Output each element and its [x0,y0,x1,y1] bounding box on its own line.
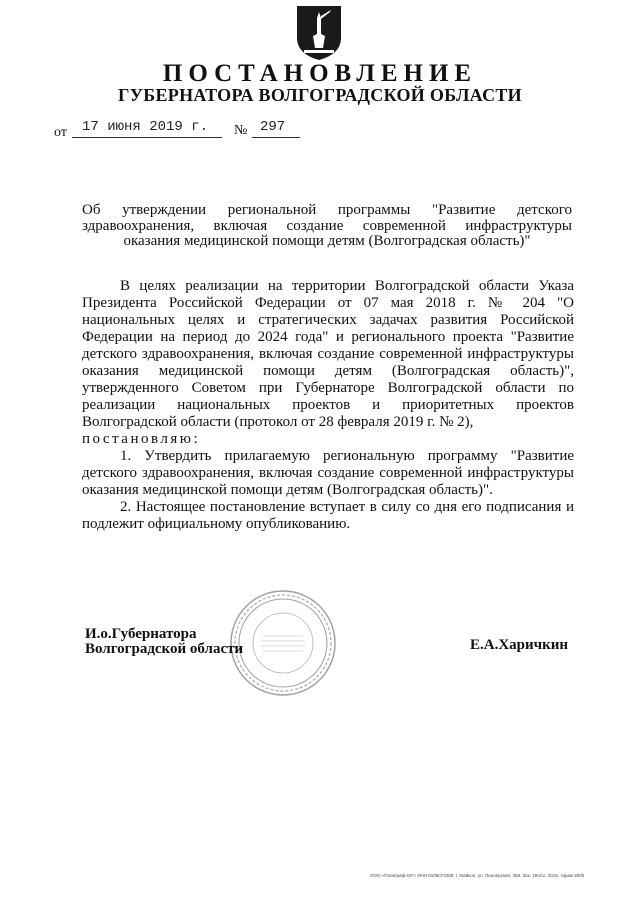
document-title: ПОСТАНОВЛЕНИЕ [162,60,478,87]
official-seal-icon [228,588,338,698]
document-subject [82,203,572,250]
preamble-paragraph: В целях реализации на территории Волгоградской области Указа Президента Российской Федерации от 07 мая 2018 г. № 204 "О национальных целях и стратегических задачах развития Российской Федерации на период до 2024 года" и регионального проекта "Развитие детского здравоохранения, включая создание современной инфраструктуры оказания медицинской помощи детям (Волгоградская область)", утвержденного Советом при Губернаторе Волгоградской области по реализации национальных проектов и приоритетных проектов Волгоградской области (протокол от 28 февраля 2019 г. № 2), [82,278,574,430]
item-1-paragraph: 1. Утвердить прилагаемую региональную программу "Развитие детского здравоохранения, включая создание современной инфраструктуры оказания медицинской помощи детям (Волгоградская область)". [82,448,574,498]
document-subtitle: ГУБЕРНАТОРА ВОЛГОГРАДСКОЙ ОБЛАСТИ [118,85,522,105]
number-prefix: № [234,123,248,138]
document-body [82,278,574,533]
decree-word: постановляю: [82,431,201,447]
document-date: 17 июня 2019 г. [82,119,209,135]
item-2-paragraph: 2. Настоящее постановление вступает в силу со дня его подписания и подлежит официальному опубликованию. [82,499,574,532]
signatory-position-line-1: И.о.Губернатора [85,626,197,642]
number-underline [252,137,300,138]
signatory-name: Е.А.Харичкин [470,637,569,653]
subject-line-2: оказания медицинской помощи детям (Волгоградская область)" [123,233,531,249]
signatory-position-line-2: Волгоградской области [85,641,244,657]
subject-line-1: Об утверждении региональной программы "Развитие детского здравоохранения, включая создание современной инфраструктуры [82,202,572,234]
signatory-position [85,627,243,657]
date-underline [72,137,222,138]
coat-of-arms-icon [294,4,344,62]
document-number: 297 [260,119,286,135]
date-prefix: от [54,125,67,140]
print-info: ООО «Полиграф-ЮГ» ИНН 0105072309, г. Майкоп, ул. Пионерская, 368. Зак. 19оСо, 2015, тираж 5000 [370,873,585,878]
